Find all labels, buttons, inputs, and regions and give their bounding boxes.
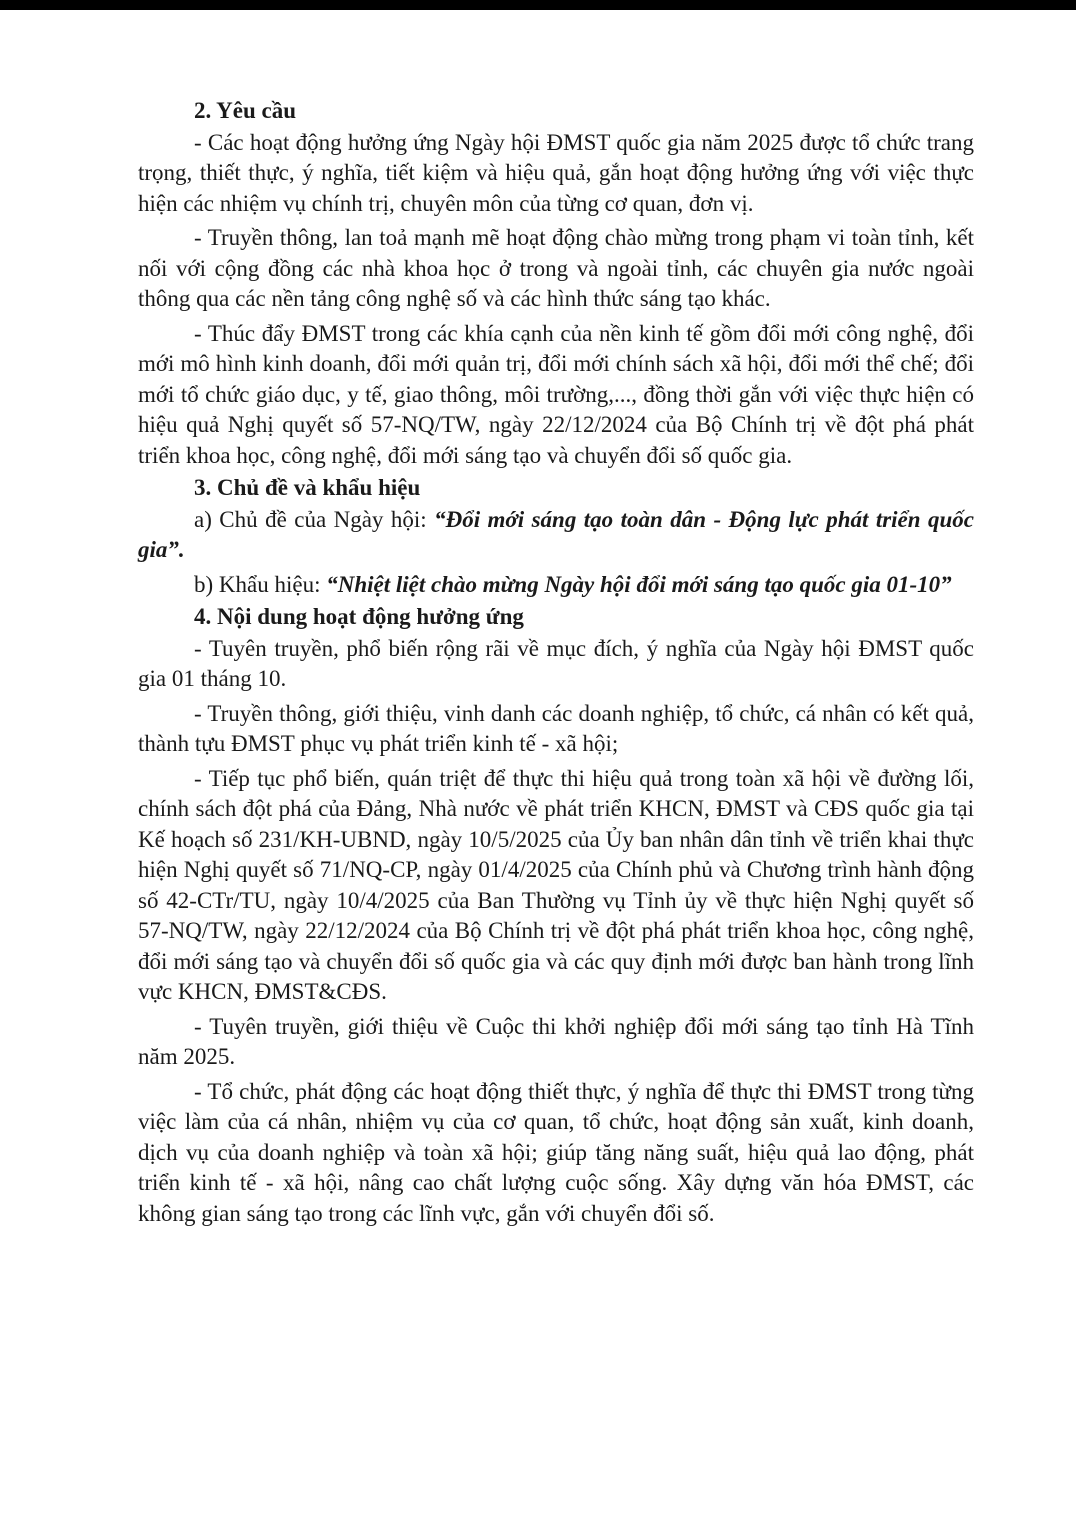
slogan-label: b) Khẩu hiệu: bbox=[194, 571, 327, 597]
section-4-paragraph-4: - Tuyên truyền, giới thiệu về Cuộc thi khởi nghiệp đổi mới sáng tạo tỉnh Hà Tĩnh năm 2025. bbox=[138, 1013, 974, 1069]
section-3-theme bbox=[138, 505, 974, 566]
section-3-heading: 3. Chủ đề và khẩu hiệu bbox=[194, 475, 421, 500]
section-4-paragraph-1: - Tuyên truyền, phổ biến rộng rãi về mục đích, ý nghĩa của Ngày hội ĐMST quốc gia 01 tháng 10. bbox=[138, 635, 974, 691]
top-status-bar bbox=[0, 0, 1076, 10]
section-4-heading: 4. Nội dung hoạt động hưởng ứng bbox=[194, 604, 524, 629]
section-2-paragraph-1: - Các hoạt động hưởng ứng Ngày hội ĐMST quốc gia năm 2025 được tổ chức trang trọng, thiết thực, ý nghĩa, tiết kiệm và hiệu quả, gắn hoạt động hưởng ứng với việc thực hiện các nhiệm vụ chính trị, chuyên môn của từng cơ quan, đơn vị. bbox=[138, 129, 974, 216]
slogan-text: “Nhiệt liệt chào mừng Ngày hội đổi mới sáng tạo quốc gia 01-10” bbox=[326, 571, 952, 597]
section-2-paragraph-3: - Thúc đẩy ĐMST trong các khía cạnh của nền kinh tế gồm đổi mới công nghệ, đổi mới mô hình kinh doanh, đổi mới quản trị, đổi mới chính sách xã hội, đổi mới thể chế; đổi mới tổ chức giáo dục, y tế, giao thông, môi trường,..., đồng thời gắn với việc thực hiện có hiệu quả Nghị quyết số 57-NQ/TW, ngày 22/12/2024 của Bộ Chính trị về đột phá phát triển khoa học, công nghệ, đổi mới sáng tạo và chuyển đổi số quốc gia. bbox=[138, 320, 974, 468]
theme-text: “Đổi mới sáng tạo toàn dân - Động lực phát triển quốc gia”. bbox=[138, 506, 974, 562]
section-4-paragraph-5: - Tổ chức, phát động các hoạt động thiết thực, ý nghĩa để thực thi ĐMST trong từng việc làm của cá nhân, nhiệm vụ của cơ quan, tổ chức, hoạt động sản xuất, kinh doanh, dịch vụ của doanh nghiệp và toàn xã hội; giúp tăng năng suất, hiệu quả lao động, phát triển kinh tế - xã hội, nâng cao chất lượng cuộc sống. Xây dựng văn hóa ĐMST, các không gian sáng tạo trong các lĩnh vực, gắn với chuyển đổi số. bbox=[138, 1078, 974, 1226]
theme-label: a) Chủ đề của Ngày hội: bbox=[194, 506, 435, 532]
section-4-paragraph-3: - Tiếp tục phổ biến, quán triệt để thực thi hiệu quả trong toàn xã hội về đường lối, chính sách đột phá của Đảng, Nhà nước về phát triển KHCN, ĐMST và CĐS quốc gia tại Kế hoạch số 231/KH-UBND, ngày 10/5/2025 của Ủy ban nhân dân tỉnh về triển khai thực hiện Nghị quyết số 71/NQ-CP, ngày 01/4/2025 của Chính phủ và Chương trình hành động số 42-CTr/TU, ngày 10/4/2025 của Ban Thường vụ Tỉnh ủy về thực hiện Nghị quyết số 57-NQ/TW, ngày 22/12/2024 của Bộ Chính trị về đột phá phát triển khoa học, công nghệ, đổi mới sáng tạo và chuyển đổi số quốc gia và các quy định mới được ban hành trong lĩnh vực KHCN, ĐMST&CĐS. bbox=[138, 765, 974, 1004]
section-2-paragraph-2: - Truyền thông, lan toả mạnh mẽ hoạt động chào mừng trong phạm vi toàn tỉnh, kết nối với cộng đồng các nhà khoa học ở trong và ngoài tỉnh, các chuyên gia nước ngoài thông qua các nền tảng công nghệ số và các hình thức sáng tạo khác. bbox=[138, 225, 974, 311]
document-page bbox=[138, 94, 974, 1233]
section-4-paragraph-2: - Truyền thông, giới thiệu, vinh danh các doanh nghiệp, tổ chức, cá nhân có kết quả, thành tựu ĐMST phục vụ phát triển kinh tế - xã hội; bbox=[138, 700, 974, 756]
section-2-heading: 2. Yêu cầu bbox=[194, 98, 297, 123]
section-3-slogan bbox=[138, 570, 974, 601]
